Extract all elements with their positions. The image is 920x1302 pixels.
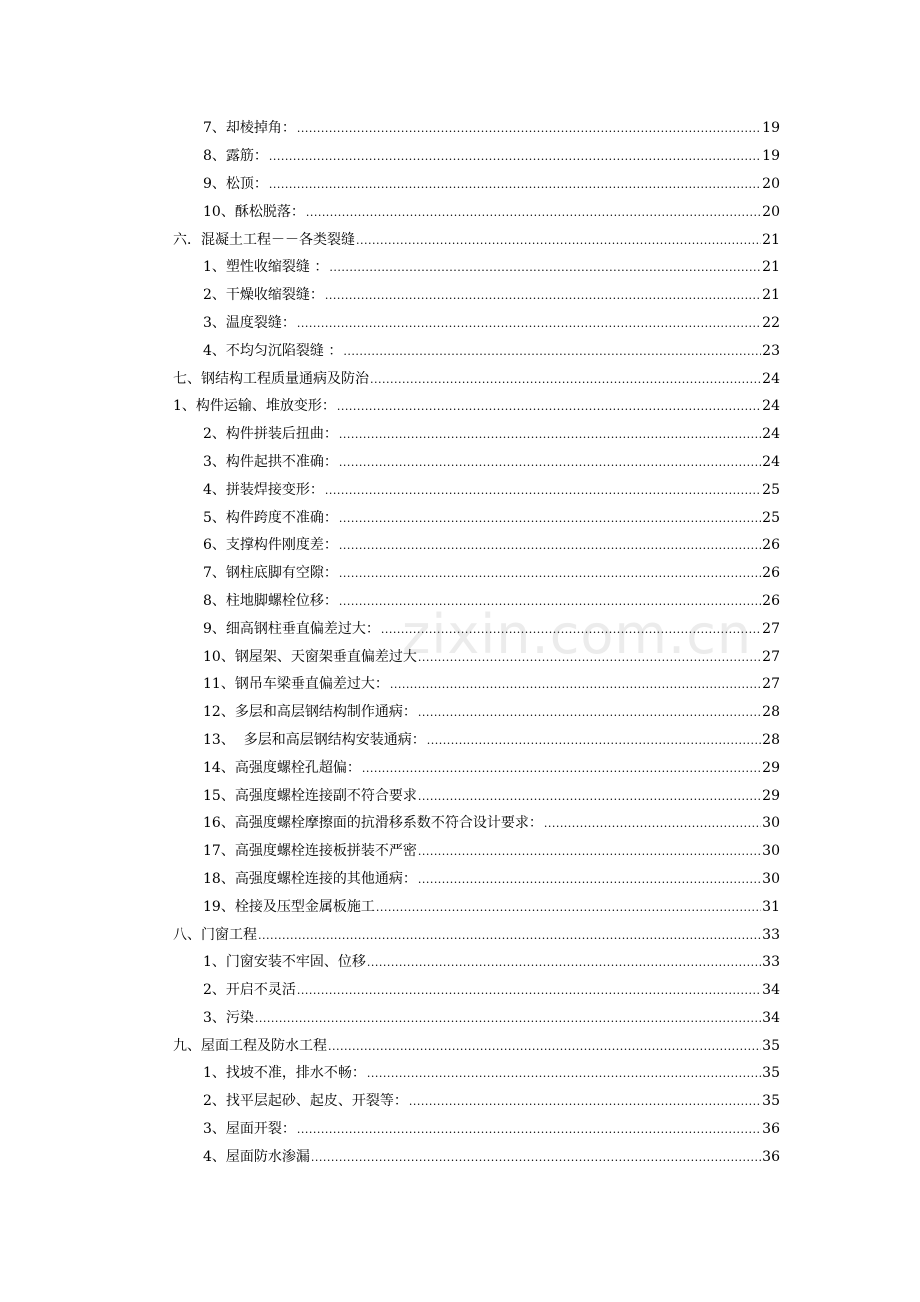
toc-entry[interactable] <box>0 393 920 421</box>
dot-leader <box>418 649 761 667</box>
toc-entry-label: 4、拼装焊接变形： <box>203 481 324 498</box>
dot-leader <box>376 899 761 917</box>
toc-entry-line <box>203 759 780 778</box>
toc-entry-page-number: 24 <box>762 426 780 443</box>
dot-leader <box>258 927 761 945</box>
toc-entry[interactable] <box>0 337 920 365</box>
toc-entry[interactable] <box>0 1005 920 1033</box>
toc-entry-line <box>203 814 780 833</box>
toc-entry-line <box>203 1009 780 1028</box>
toc-entry[interactable] <box>0 282 920 310</box>
toc-entry-label: 19、栓接及压型金属板施工 <box>203 898 375 915</box>
toc-entry-page-number: 21 <box>762 231 780 248</box>
toc-entry-page-number: 27 <box>762 620 780 637</box>
toc-entry-line <box>203 175 780 194</box>
toc-entry-page-number: 36 <box>762 1121 780 1138</box>
toc-entry[interactable] <box>0 893 920 921</box>
toc-entry-line <box>203 953 780 972</box>
toc-entry-page-number: 35 <box>762 1093 780 1110</box>
toc-entry-line <box>173 370 780 389</box>
dot-leader <box>544 815 761 833</box>
toc-entry-label: 5、构件跨度不准确： <box>203 509 338 526</box>
toc-entry-line <box>203 342 780 361</box>
dot-leader <box>297 120 761 138</box>
toc-entry-page-number: 24 <box>762 370 780 387</box>
toc-entry-label: 3、污染 <box>203 1009 254 1026</box>
toc-entry[interactable] <box>0 1060 920 1088</box>
dot-leader <box>370 371 761 389</box>
toc-entry-label: 1、门窗安装不牢固、位移 <box>203 954 366 971</box>
dot-leader <box>381 621 761 639</box>
toc-entry-page-number: 26 <box>762 565 780 582</box>
dot-leader <box>311 1149 761 1167</box>
toc-entry-label: 2、找平层起砂、起皮、开裂等： <box>203 1093 408 1110</box>
toc-entry-page-number: 34 <box>762 982 780 999</box>
toc-entry-page-number: 25 <box>762 481 780 498</box>
dot-leader <box>418 871 761 889</box>
dot-leader <box>418 788 761 806</box>
toc-entry[interactable] <box>0 198 920 226</box>
toc-entry-page-number: 30 <box>762 870 780 887</box>
toc-entry-page-number: 26 <box>762 592 780 609</box>
toc-entry-label: 2、构件拼装后扭曲： <box>203 426 338 443</box>
toc-entry-line <box>203 787 780 806</box>
toc-entry-line <box>203 648 780 667</box>
toc-entry-page-number: 34 <box>762 1009 780 1026</box>
toc-entry[interactable] <box>0 866 920 894</box>
toc-entry-line <box>203 898 780 917</box>
toc-entry[interactable] <box>0 838 920 866</box>
dot-leader <box>367 1065 761 1083</box>
toc-entry-label: 八、门窗工程 <box>173 926 257 943</box>
toc-entry-page-number: 35 <box>762 1065 780 1082</box>
toc-entry-page-number: 28 <box>762 731 780 748</box>
toc-entry-page-number: 22 <box>762 314 780 331</box>
toc-entry-page-number: 23 <box>762 342 780 359</box>
toc-entry[interactable] <box>0 615 920 643</box>
toc-entry-label: 4、屋面防水渗漏 <box>203 1148 310 1165</box>
dot-leader <box>269 148 761 166</box>
toc-entry-label: 14、高强度螺栓孔超偏： <box>203 759 361 776</box>
toc-entry[interactable] <box>0 560 920 588</box>
toc-entry-line <box>203 731 780 750</box>
toc-entry-label: 1、构件运输、堆放变形： <box>173 398 336 415</box>
toc-entry-label: 4、不均匀沉陷裂缝 ： <box>203 342 343 359</box>
toc-entry-line <box>203 509 780 528</box>
toc-entry-line <box>203 1092 780 1111</box>
toc-entry-line <box>173 231 780 250</box>
toc-entry[interactable] <box>0 365 920 393</box>
toc-entry[interactable] <box>0 143 920 171</box>
toc-entry-page-number: 29 <box>762 759 780 776</box>
dot-leader <box>329 259 761 277</box>
toc-entry[interactable] <box>0 310 920 338</box>
toc-entry-page-number: 20 <box>762 175 780 192</box>
toc-entry-page-number: 31 <box>762 898 780 915</box>
toc-entry[interactable] <box>0 254 920 282</box>
toc-entry[interactable] <box>0 1116 920 1144</box>
toc-entry[interactable] <box>0 171 920 199</box>
toc-entry-label: 10、钢屋架、天窗架垂直偏差过大 <box>203 648 417 665</box>
toc-entry[interactable] <box>0 754 920 782</box>
toc-entry-label: 8、柱地脚螺栓位移： <box>203 592 338 609</box>
dot-leader <box>269 176 761 194</box>
toc-entry-page-number: 33 <box>762 926 780 943</box>
toc-entry-line <box>203 981 780 1000</box>
toc-entry-line <box>203 147 780 166</box>
dot-leader <box>356 232 761 250</box>
toc-entry-label: 16、高强度螺栓摩擦面的抗滑移系数不符合设计要求： <box>203 815 543 832</box>
dot-leader <box>418 704 761 722</box>
dot-leader <box>409 1093 761 1111</box>
toc-entry-page-number: 19 <box>762 120 780 137</box>
toc-entry[interactable] <box>0 727 920 755</box>
toc-entry[interactable] <box>0 671 920 699</box>
toc-entry-page-number: 28 <box>762 704 780 721</box>
toc-entry[interactable] <box>0 588 920 616</box>
toc-entry-line <box>203 620 780 639</box>
toc-entry-line <box>203 675 780 694</box>
toc-entry-line <box>203 286 780 305</box>
toc-entry-label: 2、干燥收缩裂缝： <box>203 287 324 304</box>
toc-entry-label: 七、钢结构工程质量通病及防治 <box>173 370 369 387</box>
toc-entry-line <box>203 1120 780 1139</box>
toc-entry-line <box>203 1148 780 1167</box>
dot-leader <box>297 1121 761 1139</box>
toc-entry[interactable] <box>0 949 920 977</box>
toc-entry[interactable] <box>0 476 920 504</box>
toc-entry-page-number: 30 <box>762 815 780 832</box>
toc-entry-label: 12、多层和高层钢结构制作通病： <box>203 704 417 721</box>
dot-leader <box>339 537 761 555</box>
toc-entry-page-number: 36 <box>762 1148 780 1165</box>
toc-entry-label: 11、钢吊车梁垂直偏差过大： <box>203 676 389 693</box>
toc-entry-line <box>203 703 780 722</box>
toc-entry-line <box>203 481 780 500</box>
toc-entry-page-number: 25 <box>762 509 780 526</box>
dot-leader <box>339 454 761 472</box>
dot-leader <box>343 343 761 361</box>
toc-entry-line <box>203 1064 780 1083</box>
toc-entry[interactable] <box>0 1032 920 1060</box>
toc-entry-label: 1、找坡不准，排水不畅： <box>203 1065 366 1082</box>
toc-entry-line <box>203 564 780 583</box>
dot-leader <box>339 426 761 444</box>
toc-entry[interactable] <box>0 421 920 449</box>
toc-entry-page-number: 20 <box>762 203 780 220</box>
toc-entry-line <box>203 870 780 889</box>
toc-entry[interactable] <box>0 699 920 727</box>
toc-entry[interactable] <box>0 977 920 1005</box>
toc-entry-page-number: 29 <box>762 787 780 804</box>
toc-entry[interactable] <box>0 1088 920 1116</box>
toc-entry-label: 6、支撑构件刚度差： <box>203 537 338 554</box>
toc-entry-label: 3、温度裂缝： <box>203 314 296 331</box>
dot-leader <box>339 510 761 528</box>
dot-leader <box>390 676 761 694</box>
toc-entry-label: 7、却棱掉角： <box>203 120 296 137</box>
toc-entry-label: 2、开启不灵活 <box>203 982 296 999</box>
toc-entry[interactable] <box>0 1143 920 1171</box>
toc-entry-label: 7、钢柱底脚有空隙： <box>203 565 338 582</box>
dot-leader <box>325 287 761 305</box>
toc-entry-line <box>173 926 780 945</box>
toc-entry-label: 1、塑性收缩裂缝 ： <box>203 259 329 276</box>
dot-leader <box>367 954 761 972</box>
toc-entry[interactable] <box>0 643 920 671</box>
toc-entry[interactable] <box>0 810 920 838</box>
toc-entry-page-number: 27 <box>762 648 780 665</box>
dot-leader <box>325 482 761 500</box>
toc-entry-line <box>203 842 780 861</box>
toc-entry-line <box>203 203 780 222</box>
toc-entry-line <box>203 592 780 611</box>
toc-entry-label: 九、屋面工程及防水工程 <box>173 1037 327 1054</box>
watermark: zixin.com.cn <box>402 603 753 666</box>
toc-entry-label: 9、细高钢柱垂直偏差过大： <box>203 620 380 637</box>
toc-entry-page-number: 27 <box>762 676 780 693</box>
dot-leader <box>328 1038 761 1056</box>
toc-entry-line <box>203 536 780 555</box>
toc-entry-line <box>203 314 780 333</box>
toc-entry-label: 17、高强度螺栓连接板拼装不严密 <box>203 843 417 860</box>
toc-entry-label: 9、松顶： <box>203 175 268 192</box>
toc-entry-label: 15、高强度螺栓连接副不符合要求 <box>203 787 417 804</box>
toc-entry[interactable] <box>0 504 920 532</box>
toc-entry[interactable] <box>0 115 920 143</box>
dot-leader <box>418 843 761 861</box>
toc-entry-page-number: 33 <box>762 954 780 971</box>
toc-entry-line <box>203 453 780 472</box>
toc-entry[interactable] <box>0 532 920 560</box>
toc-entry-line <box>173 1037 780 1056</box>
dot-leader <box>297 315 761 333</box>
toc-entry[interactable] <box>0 449 920 477</box>
toc-entry-label: 3、屋面开裂： <box>203 1121 296 1138</box>
toc-entry-page-number: 24 <box>762 453 780 470</box>
toc-entry-label: 13、 多层和高层钢结构安装通病： <box>203 731 426 748</box>
dot-leader <box>339 565 761 583</box>
toc-entry-label: 18、高强度螺栓连接的其他通病： <box>203 870 417 887</box>
toc-entry[interactable] <box>0 226 920 254</box>
dot-leader <box>362 760 761 778</box>
table-of-contents <box>0 115 920 1171</box>
toc-entry-page-number: 24 <box>762 398 780 415</box>
toc-entry-line <box>203 425 780 444</box>
toc-entry-line <box>203 258 780 277</box>
dot-leader <box>306 204 761 222</box>
toc-entry-page-number: 30 <box>762 843 780 860</box>
toc-entry-page-number: 35 <box>762 1037 780 1054</box>
toc-entry-label: 六．混凝土工程－－各类裂缝 <box>173 231 355 248</box>
toc-entry-label: 3、构件起拱不准确： <box>203 453 338 470</box>
dot-leader <box>339 593 761 611</box>
toc-entry-page-number: 21 <box>762 287 780 304</box>
toc-entry-label: 10、酥松脱落： <box>203 203 305 220</box>
toc-entry[interactable] <box>0 921 920 949</box>
toc-entry[interactable] <box>0 782 920 810</box>
dot-leader <box>255 1010 761 1028</box>
toc-entry-page-number: 19 <box>762 148 780 165</box>
toc-entry-line <box>203 119 780 138</box>
dot-leader <box>337 398 761 416</box>
toc-entry-page-number: 21 <box>762 259 780 276</box>
toc-entry-page-number: 26 <box>762 537 780 554</box>
toc-entry-line <box>173 397 780 416</box>
dot-leader <box>427 732 761 750</box>
toc-entry-label: 8、露筋： <box>203 148 268 165</box>
dot-leader <box>297 982 761 1000</box>
